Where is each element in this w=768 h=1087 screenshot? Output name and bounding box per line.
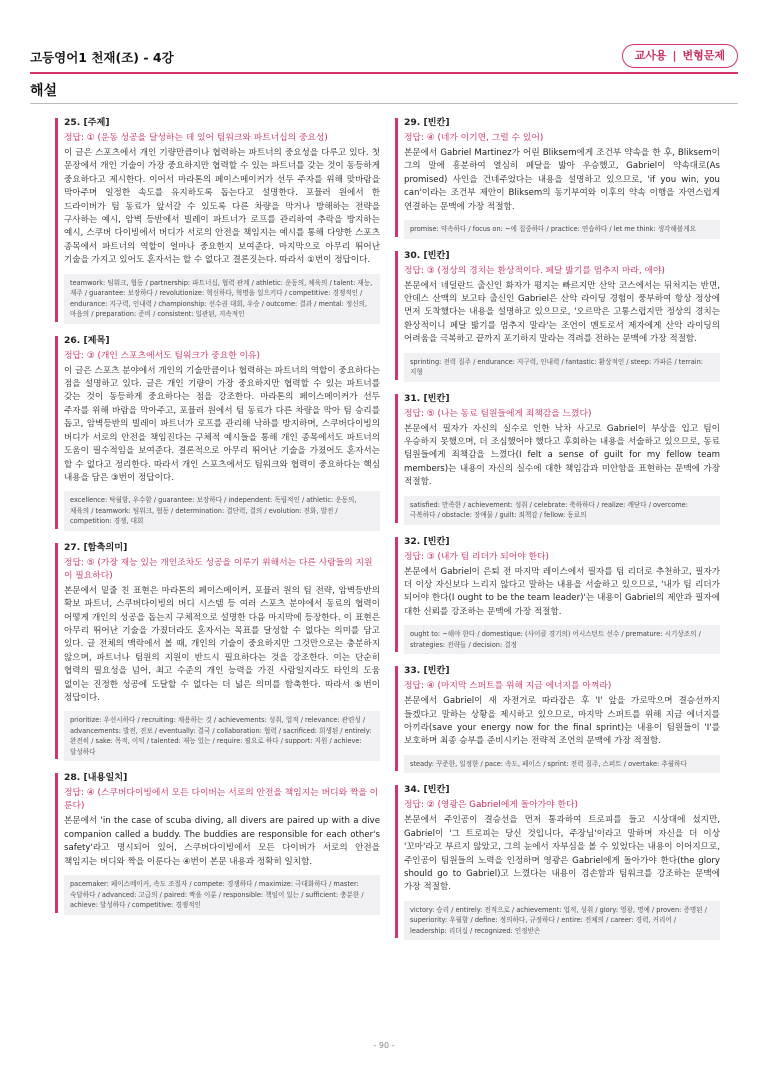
vocabulary-box: steady: 꾸준한, 일정한 / pace: 속도, 페이스 / sprint: 전력 질주, 스퍼트 / overtake: 추월하다 <box>404 755 720 774</box>
vocabulary-box: sprinting: 전력 질주 / endurance: 지구력, 인내력 / fantastic: 환상적인 / steep: 가파른 / terrain: 지형 <box>404 353 720 382</box>
answer-item-25 <box>55 116 380 324</box>
right-column <box>395 116 720 950</box>
answer-line: 정답: ⑤ (나는 동료 팀원들에게 죄책감을 느꼈다) <box>404 408 592 419</box>
answer-line: 정답: ③ (개인 스포츠에서도 팀워크가 중요한 이유) <box>64 350 260 361</box>
vocabulary-box: ought to: ~해야 한다 / domestique: (사이클 경기의) 어시스턴트 선수 / premature: 시기상조의 / strategies: 전략들 / decision: 결정 <box>404 625 720 654</box>
question-title: 27. [함축의미] <box>64 541 128 553</box>
answer-line: 정답: ④ (스쿠버다이빙에서 모든 다이버는 서로의 안전을 책임지는 버디와 짝을 이룬다) <box>64 788 379 812</box>
vocabulary-box: satisfied: 만족한 / achievement: 성취 / celebrate: 축하하다 / realize: 깨닫다 / overcome: 극복하다 / obstacle: 장애물 / guilt: 죄책감 / fellow: 동료의 <box>404 496 720 525</box>
explanation-text: 이 글은 스포츠에서 개인 기량만큼이나 협력하는 파트너의 중요성을 다루고 있다. 첫 문장에서 개인 기술이 가장 중요하지만 협력할 수 있는 파트너를 갖는 것이 동등하게 중요하다고 제시한다. 이어서 마라톤의 페이스메이커가 선두 주자를 위해 맞바람을 막아주며 일정한 속도를 유지하도록 돕는다고 설명한다. 포뮬러 원에서 한 드라이버가 팀 동료가 앞서갈 수 있도록 다른 차량을 막거나 방해하는 전략을 구사하는 예시, 암벽 등반에서 빌레이 파트너가 로프를 관리하여 추락을 방지하는 예시, 스쿠버 다이빙에서 버디가 서로의 안전을 책임지는 예시를 통해 다양한 스포츠 종목에서 파트너의 역할이 얼마나 중요한지 보여준다. 마지막으로 아무리 뛰어난 기술을 가지고 있어도 혼자서는 할 수 없다고 결론짓는다. 따라서 ①번이 정답이다. <box>64 148 380 266</box>
explanation-text: 본문에서 Gabriel이 은퇴 전 마지막 레이스에서 필자를 팀 리더로 추천하고, 필자가 더 이상 자신보다 느리지 않다고 말하는 내용을 서술하고 있으므로, '내가 팀 리더가 되어야 한다(I ought to be the team leader)'는 내용이 Gabriel의 제안과 필자에 대한 신뢰를 강조하는 문맥에 가장 적절함. <box>404 566 720 617</box>
explanation-text: 본문에서 주인공이 결승선을 먼저 통과하여 트로피를 들고 시상대에 섰지만, Gabriel이 '그 트로피는 당신 것입니다, 주장님'이라고 말하며 자신을 더 이상 '꼬마'라고 부르지 않았고, 그의 눈에서 자부심을 볼 수 있었다는 내용이 이어지므로, 주인공이 팀원들의 노력을 인정하며 영광은 Gabriel에게 돌아가야 한다(the glory should go to Gabriel)고 느꼈다는 내용이 겸손함과 팀워크를 강조하는 문맥에 가장 적절함. <box>404 815 720 893</box>
answer-line: 정답: ④ (마지막 스퍼트를 위해 지금 에너지를 아껴라) <box>404 681 612 692</box>
explanation-text: 본문에서 Gabriel Martinez가 어린 Bliksem에게 조건부 약속을 한 후, Bliksem이 그의 말에 흥분하여 열심히 페달을 밟아 우승했고, Gabriel이 약속대로(As promised) 사인을 건네주었다는 내용을 설명하고 있으므로, 'if you win, you can'이라는 조건부 제안이 Bliksem의 동기부여와 이후의 약속 이행을 자연스럽게 연결하는 문맥에 가장 적절함. <box>404 148 720 212</box>
question-title: 33. [빈칸] <box>404 665 450 677</box>
answer-line: 정답: ① (운동 성공을 달성하는 데 있어 팀워크와 파트너십의 중요성) <box>64 133 328 143</box>
explanation-text: 본문에서 필자가 자신의 실수로 인한 낙차 사고로 Gabriel이 부상을 입고 팀이 우승하지 못했으며, 더 조심했어야 했다고 후회하는 내용을 서술하고 있으므로, 동료 팀원들에게 죄책감을 느꼈다(I felt a sense of guilt for my fellow team members)는 내용이 자신의 실수에 대한 책임감과 미안함을 표현하는 문맥에 가장 적절함. <box>404 423 720 488</box>
answer-item-30 <box>395 249 720 382</box>
page-header <box>30 40 738 76</box>
teacher-badge <box>622 44 738 68</box>
answer-item-32 <box>395 535 720 655</box>
answer-item-26 <box>55 334 380 531</box>
vocabulary-box: excellence: 탁월함, 우수함 / guarantee: 보장하다 / independent: 독립적인 / athletic: 운동의, 체육의 / teamwork: 팀워크, 협동 / determination: 결단력, 결의 / evolution: 진화, 발전 / competition: 경쟁, 대회 <box>64 491 380 531</box>
vocabulary-box: prioritize: 우선시하다 / recruiting: 채용하는 것 / achievements: 성취, 업적 / relevance: 관련성 / advancements: 발전, 진보 / eventually: 결국 / collaboration: 협력 / sacrificed: 희생된 / entirely: 완전히 / sake: 목적, 이익 / talented: 재능 있는 / require: 필요로 하다 / support: 지원 / achieve: 달성하다 <box>64 711 380 761</box>
question-title: 25. [주제] <box>64 117 110 128</box>
section-divider <box>30 103 738 104</box>
answer-line: 정답: ③ (내가 팀 리더가 되어야 한다) <box>404 551 549 562</box>
explanation-text: 본문에서 밑줄 친 표현은 마라톤의 페이스메이커, 포뮬러 원의 팀 전략, 암벽등반의 확보 파트너, 스쿠버다이빙의 버디 시스템 등 여러 스포츠 분야에서 동료의 협력이 어떻게 개인의 성공을 돕는지 구체적으로 설명한 다음 마지막에 등장한다. 이 표현은 아무리 뛰어난 기술을 가졌더라도 혼자서는 목표를 달성할 수 없다는 의미를 담고 있다. 글 전체의 맥락에서 볼 때, 개인의 기술이 중요하지만 그것만으로는 충분하지 않으며, 파트너나 팀원의 지원이 반드시 필요하다는 것을 강조한다. 이는 단순히 협력의 필요성을 넘어, 최고 수준의 개인 능력을 가진 사람일지라도 타인의 도움 없이는 진정한 성공에 도달할 수 없다는 더 넓은 의미를 함축한다. 따라서 ⑤번이 정답이다. <box>64 585 380 704</box>
page-number: - 90 - <box>373 1041 395 1050</box>
question-title: 31. [빈칸] <box>404 392 450 404</box>
section-title: 해설 <box>30 83 58 99</box>
vocabulary-box: pacemaker: 페이스메이커, 속도 조절자 / compete: 경쟁하다 / maximize: 극대화하다 / master: 숙달하다 / advanced: 고급의 / paired: 짝을 이룬 / responsible: 책임이 있는 / sufficient: 충분한 / achieve: 달성하다 / competitive: 경쟁적인 <box>64 875 380 915</box>
answer-item-28 <box>55 771 380 914</box>
answer-line: 정답: ④ (네가 이기면, 그럴 수 있어) <box>404 133 544 143</box>
vocabulary-box: victory: 승리 / entirely: 전적으로 / achievement: 업적, 성취 / glory: 영광, 명예 / proven: 증명된 / superiority: 우월함 / define: 정의하다, 규정하다 / entire: 전체의 / career: 경력, 커리어 / leadership: 리더십 / recognized: 인정받은 <box>404 901 720 941</box>
vocabulary-box: promise: 약속하다 / focus on: ~에 집중하다 / practice: 연습하다 / let me think: 생각해볼게요 <box>404 220 720 239</box>
explanation-text: 본문에서 Gabriel이 새 자전거로 따라잡은 후 'I' 앞을 가로막으며 결승선까지 들겠다고 말하는 상황을 제시하고 있으므로, 마지막 스퍼트를 위해 지금 에너지를 아끼라(save your energy now for the final sprint)는 내용이 팀원들이 'I'를 보호하며 최종 승부를 준비시키는 전략적 조언의 문맥에 가장 적절함. <box>404 696 720 747</box>
question-title: 34. [빈칸] <box>404 784 450 796</box>
answer-item-33 <box>395 664 720 773</box>
document-title: 고등영어1 천재(조) - 4강 <box>30 50 174 65</box>
badge-teacher-label: 교사용 <box>634 49 667 62</box>
question-title: 28. [내용일치] <box>64 772 128 784</box>
answer-line: 정답: ② (영광은 Gabriel에게 돌아가야 한다) <box>404 800 578 811</box>
explanation-text: 본문에서 네덜란드 출신인 화자가 평지는 빠르지만 산악 코스에서는 뒤처지는 반면, 안데스 산맥의 보고타 출신인 Gabriel은 산악 라이딩 경험이 풍부하여 항상 정상에 먼저 도착했다는 내용을 설명하고 있으므로, '오르막은 고통스럽지만 정상의 경치는 환상적이니 페달 밟기를 멈추지 말라'는 조언이 멘토로서 제자에게 산악 라이딩의 어려움을 극복하고 끝까지 포기하지 말라는 격려를 전하는 문맥에 가장 적절함. <box>404 280 720 345</box>
left-column <box>55 116 380 925</box>
header-divider <box>30 72 738 74</box>
answer-line: 정답: ⑤ (가장 재능 있는 개인조차도 성공을 이루기 위해서는 다른 사람들의 지원이 필요하다) <box>64 557 373 581</box>
question-title: 32. [빈칸] <box>404 535 450 547</box>
question-title: 26. [제목] <box>64 334 110 346</box>
badge-variant-label: 변형문제 <box>682 49 725 62</box>
question-title: 30. [빈칸] <box>404 249 450 261</box>
explanation-text: 본문에서 'in the case of scuba diving, all divers are paired up with a dive companion called a buddy. The buddies are responsible for each other's safety'라고 명시되어 있어, 스쿠버다이빙에서 모든 다이버가 서로의 안전을 책임지는 버디와 짝을 이룬다는 ④번이 본문 내용과 정확히 일치함. <box>64 816 380 867</box>
answer-item-34 <box>395 783 720 940</box>
answer-item-31 <box>395 392 720 525</box>
question-title: 29. [빈칸] <box>404 117 450 128</box>
answer-item-29 <box>395 116 720 239</box>
vocabulary-box: teamwork: 팀워크, 협동 / partnership: 파트너십, 협력 관계 / athletic: 운동의, 체육의 / talent: 재능, 재주 / guarantee: 보장하다 / revolutionize: 혁신하다, 혁명을 일으키다 / competitive: 경쟁적인 / endurance: 지구력, 인내력 / championship: 선수권 대회, 우승 / outcome: 결과 / mental: 정신의, 마음의 / preparation: 준비 / consistent: 일관된, 지속적인 <box>64 274 380 324</box>
answer-item-27 <box>55 541 380 762</box>
badge-separator: | <box>672 49 677 62</box>
explanation-text: 이 글은 스포츠 분야에서 개인의 기술만큼이나 협력하는 파트너의 역할이 중요하다는 점을 설명하고 있다. 글은 개인 기량이 가장 중요하지만 협력할 수 있는 파트너를 갖는 것이 동등하게 중요하다는 점을 강조한다. 마라톤의 페이스메이커가 선두 주자를 위해 바람을 막아주고, 포뮬러 원에서 팀 동료가 다른 차량을 막아 팀 승리를 돕고, 암벽등반의 빌레이 파트너가 로프를 관리해 낙하를 방지하며, 스쿠버다이빙의 버디가 서로의 안전을 책임진다는 구체적 예시들을 통해 개인 종목에서도 파트너의 도움이 필수적임을 보여준다. 결론적으로 아무리 뛰어난 기술을 가졌어도 혼자서는 할 수 없다고 정리한다. 따라서 개인 스포츠에서도 팀워크와 협력이 중요하다는 핵심 내용을 담은 ③번이 정답이다. <box>64 365 380 483</box>
answer-line: 정답: ③ (정상의 경치는 환상적이다. 페달 밟기를 멈추지 마라, 애야) <box>404 265 665 276</box>
